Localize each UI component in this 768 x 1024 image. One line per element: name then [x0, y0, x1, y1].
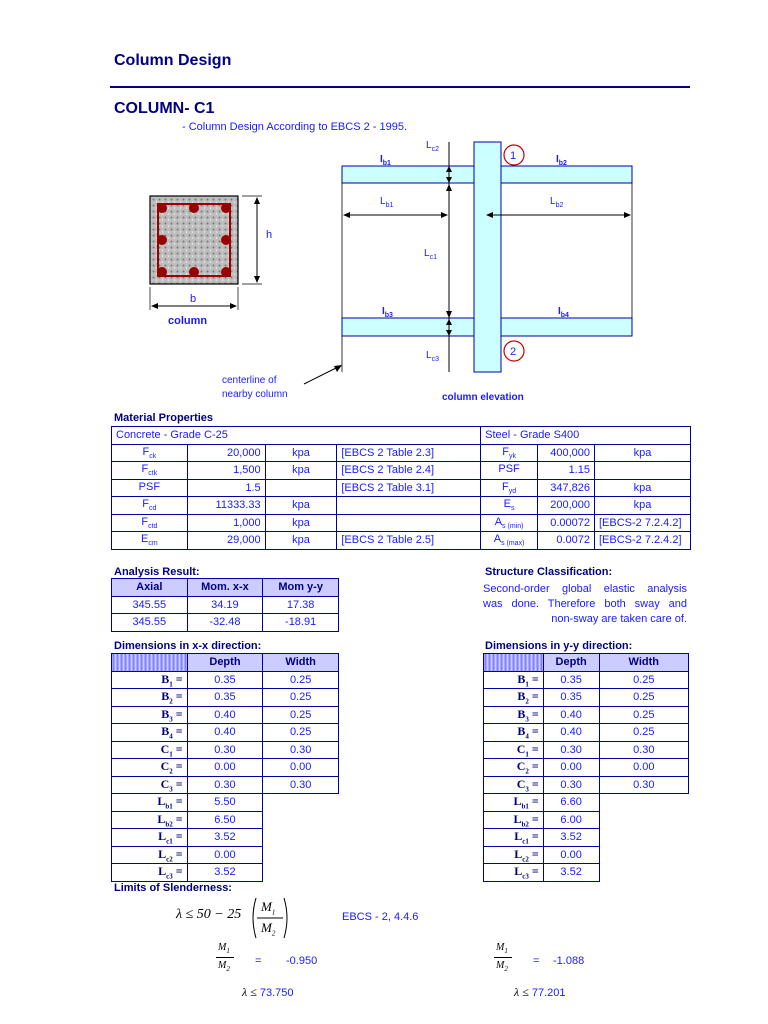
- lc1-label: $L_{c1}$: [424, 248, 437, 261]
- dimension-depth: 0.35: [187, 689, 263, 707]
- ib2-label: $I_{b2}$: [556, 154, 567, 167]
- analysis-cell: 34.19: [187, 596, 263, 614]
- dimension-label: $L_{c1}$ =: [484, 829, 544, 847]
- steel-unit: kpa: [594, 479, 690, 497]
- analysis-cell: -18.91: [263, 614, 339, 632]
- dimension-row: [484, 759, 689, 777]
- dimension-depth: 0.35: [543, 671, 599, 689]
- material-table: [111, 426, 691, 550]
- dimension-depth: 3.52: [187, 829, 263, 847]
- analysis-cell: 345.55: [112, 614, 188, 632]
- structure-text: [483, 582, 687, 627]
- dimension-row: [484, 741, 689, 759]
- dimension-row: [112, 829, 339, 847]
- empty-cell: [263, 846, 339, 864]
- dimension-label: $L_{c2}$ =: [112, 846, 188, 864]
- column-label: column: [168, 315, 208, 327]
- lc2-label: $L_{c2}$: [426, 140, 439, 153]
- dims-y-table: [483, 653, 689, 882]
- ratio-x-equals: =: [255, 955, 262, 967]
- material-row: [112, 532, 691, 550]
- analysis-row: [112, 614, 339, 632]
- dimension-row: [112, 776, 339, 794]
- dimension-width: 0.25: [599, 706, 688, 724]
- dimension-width: 0.25: [599, 671, 688, 689]
- h-label: h: [266, 229, 273, 241]
- lambda-y: λ ≤ 77.201: [514, 985, 566, 999]
- analysis-table: [111, 578, 339, 632]
- lambda-x-value: 73.750: [259, 987, 294, 999]
- dimension-width: 0.00: [599, 759, 688, 777]
- dimension-label: $C_2$ =: [112, 759, 188, 777]
- dimension-label: $B_1$ =: [112, 671, 188, 689]
- concrete-symbol: $F_{ctd}$: [112, 514, 188, 532]
- dims-y-corner: [484, 654, 544, 672]
- steel-unit: kpa: [594, 444, 690, 462]
- dimension-label: $C_3$ =: [484, 776, 544, 794]
- dimension-row: [112, 864, 339, 882]
- analysis-header-axial: Axial: [112, 579, 188, 597]
- dimension-row: [484, 864, 689, 882]
- analysis-header-mom-xx: Mom. x-x: [187, 579, 263, 597]
- dimension-width: 0.00: [263, 759, 339, 777]
- structure-line-1: Second-order global elastic analysis: [483, 583, 687, 595]
- dimension-row: [484, 724, 689, 742]
- concrete-symbol: $F_{ctk}$: [112, 462, 188, 480]
- dimension-row: [484, 689, 689, 707]
- rebar: [189, 203, 199, 213]
- dimension-row: [112, 689, 339, 707]
- dimension-label: $L_{b2}$ =: [112, 811, 188, 829]
- dimension-label: $L_{c2}$ =: [484, 846, 544, 864]
- steel-unit: [594, 462, 690, 480]
- dimension-width: 0.25: [263, 689, 339, 707]
- node-2-label: 2: [510, 346, 517, 358]
- dims-x-table: [111, 653, 339, 882]
- slenderness-reference: EBCS - 2, 4.4.6: [342, 911, 419, 923]
- concrete-grade: Concrete - Grade C-25: [112, 427, 481, 445]
- material-heading: Material Properties: [114, 412, 214, 424]
- dimension-width: 0.30: [599, 776, 688, 794]
- dimension-depth: 0.00: [187, 759, 263, 777]
- lambda-y-value: 77.201: [531, 987, 566, 999]
- slenderness-heading: Limits of Slenderness:: [114, 882, 232, 894]
- dimension-label: $L_{c3}$ =: [112, 864, 188, 882]
- analysis-cell: -32.48: [187, 614, 263, 632]
- dimension-depth: 3.52: [187, 864, 263, 882]
- dimension-depth: 0.40: [543, 724, 599, 742]
- lb1-label: $L_{b1}$: [380, 196, 394, 209]
- concrete-unit: kpa: [265, 444, 337, 462]
- analysis-cell: 345.55: [112, 596, 188, 614]
- concrete-reference: [EBCS 2 Table 2.5]: [337, 532, 481, 550]
- column-elevation-diagram: [218, 136, 658, 408]
- dimension-label: $L_{b1}$ =: [112, 794, 188, 812]
- dimension-width: 0.30: [263, 741, 339, 759]
- centerline-label-2: nearby column: [222, 389, 288, 400]
- dimension-depth: 0.00: [543, 846, 599, 864]
- empty-cell: [599, 846, 688, 864]
- concrete-unit: kpa: [265, 532, 337, 550]
- node-1-label: 1: [510, 150, 517, 162]
- dimension-label: $B_4$ =: [484, 724, 544, 742]
- concrete-unit: [265, 479, 337, 497]
- formula-m2: $M_2$: [261, 920, 276, 938]
- dimension-row: [484, 829, 689, 847]
- rebar: [157, 235, 167, 245]
- dimension-row: [112, 671, 339, 689]
- steel-symbol: $F_{yk}$: [481, 444, 538, 462]
- dimension-depth: 6.00: [543, 811, 599, 829]
- centerline-label-1: centerline of: [222, 375, 277, 386]
- concrete-reference: [337, 514, 481, 532]
- lambda-x: λ ≤ 73.750: [242, 985, 294, 999]
- structure-line-3: non-sway are taken care of.: [551, 613, 687, 625]
- dimension-depth: 0.30: [187, 741, 263, 759]
- dimension-depth: 0.40: [187, 724, 263, 742]
- ratio-x-value: -0.950: [286, 955, 318, 967]
- concrete-reference: [EBCS 2 Table 2.3]: [337, 444, 481, 462]
- concrete-unit: kpa: [265, 497, 337, 515]
- concrete-value: 1.5: [187, 479, 265, 497]
- empty-cell: [599, 864, 688, 882]
- dimension-depth: 0.40: [543, 706, 599, 724]
- dimension-depth: 3.52: [543, 829, 599, 847]
- steel-symbol: $A_{s (min)}$: [481, 514, 538, 532]
- material-row: [112, 497, 691, 515]
- elevation-label: column elevation: [442, 392, 524, 403]
- analysis-heading: Analysis Result:: [114, 566, 200, 578]
- ratio-y-value: -1.088: [553, 955, 585, 967]
- formula-m1: $M_1$: [261, 899, 276, 917]
- material-row: [112, 514, 691, 532]
- dimension-depth: 0.35: [543, 689, 599, 707]
- dimension-row: [484, 846, 689, 864]
- dimension-row: [112, 759, 339, 777]
- dims-x-heading: Dimensions in x-x direction:: [114, 640, 262, 652]
- dimension-label: $C_1$ =: [484, 741, 544, 759]
- concrete-value: 1,500: [187, 462, 265, 480]
- dimension-label: $C_1$ =: [112, 741, 188, 759]
- dimension-row: [112, 741, 339, 759]
- dimension-width: 0.25: [263, 724, 339, 742]
- dimension-row: [112, 724, 339, 742]
- dimension-row: [112, 706, 339, 724]
- steel-value: 0.0072: [538, 532, 595, 550]
- rebar: [189, 267, 199, 277]
- dims-y-header-depth: Depth: [543, 654, 599, 672]
- concrete-symbol: $F_{ck}$: [112, 444, 188, 462]
- dimension-width: 0.30: [599, 741, 688, 759]
- steel-symbol: $A_{s (max)}$: [481, 532, 538, 550]
- steel-value: 1.15: [538, 462, 595, 480]
- empty-cell: [263, 864, 339, 882]
- dimension-depth: 0.30: [543, 776, 599, 794]
- dimension-depth: 0.00: [543, 759, 599, 777]
- material-row: [112, 479, 691, 497]
- dimension-row: [112, 811, 339, 829]
- lc3-label: $L_{c3}$: [426, 350, 439, 363]
- steel-unit: kpa: [594, 497, 690, 515]
- concrete-symbol: PSF: [112, 479, 188, 497]
- concrete-unit: kpa: [265, 462, 337, 480]
- subtitle: - Column Design According to EBCS 2 - 1995.: [182, 121, 408, 133]
- structure-line-2: was done. Therefore both sway and: [483, 598, 687, 610]
- dimension-depth: 0.30: [543, 741, 599, 759]
- dimension-depth: 0.35: [187, 671, 263, 689]
- dimension-label: $L_{b1}$ =: [484, 794, 544, 812]
- concrete-value: 1,000: [187, 514, 265, 532]
- dimension-row: [484, 706, 689, 724]
- steel-unit: [EBCS-2 7.2.4.2]: [594, 532, 690, 550]
- ib4-label: $I_{b4}$: [558, 306, 569, 319]
- dimension-label: $L_{c1}$ =: [112, 829, 188, 847]
- dimension-label: $B_2$ =: [484, 689, 544, 707]
- concrete-value: 29,000: [187, 532, 265, 550]
- dimension-label: $L_{c3}$ =: [484, 864, 544, 882]
- empty-cell: [599, 811, 688, 829]
- dims-x-header-width: Width: [263, 654, 339, 672]
- ratio-x-fraction: $M_1$ $M_2$: [216, 942, 232, 978]
- dimension-label: $B_1$ =: [484, 671, 544, 689]
- dims-y-heading: Dimensions in y-y direction:: [485, 640, 633, 652]
- dimension-depth: 0.00: [187, 846, 263, 864]
- empty-cell: [263, 829, 339, 847]
- dimension-row: [484, 811, 689, 829]
- formula-lambda: λ ≤ 50 − 25: [176, 907, 242, 922]
- concrete-value: 20,000: [187, 444, 265, 462]
- title-divider: [110, 86, 690, 88]
- dimension-width: 0.25: [263, 671, 339, 689]
- dimension-width: 0.25: [599, 689, 688, 707]
- b-label: b: [190, 293, 197, 305]
- rebar: [157, 267, 167, 277]
- rebar: [157, 203, 167, 213]
- steel-value: 200,000: [538, 497, 595, 515]
- empty-cell: [599, 794, 688, 812]
- slenderness-formula: [176, 907, 241, 923]
- dimension-row: [484, 794, 689, 812]
- steel-value: 347,826: [538, 479, 595, 497]
- concrete-reference: [EBCS 2 Table 2.4]: [337, 462, 481, 480]
- dimension-row: [484, 776, 689, 794]
- concrete-unit: kpa: [265, 514, 337, 532]
- dimension-label: $L_{b2}$ =: [484, 811, 544, 829]
- dimension-label: $B_3$ =: [112, 706, 188, 724]
- dimension-row: [112, 794, 339, 812]
- analysis-row: [112, 596, 339, 614]
- dimension-label: $C_3$ =: [112, 776, 188, 794]
- dimension-width: 0.25: [599, 724, 688, 742]
- ib1-label: $I_{b1}$: [380, 154, 391, 167]
- material-row: [112, 462, 691, 480]
- empty-cell: [263, 794, 339, 812]
- dimension-width: 0.30: [263, 776, 339, 794]
- dimension-label: $B_3$ =: [484, 706, 544, 724]
- concrete-symbol: $E_{cm}$: [112, 532, 188, 550]
- structure-heading: Structure Classification:: [485, 566, 613, 578]
- material-header-row: [112, 427, 691, 445]
- steel-value: 400,000: [538, 444, 595, 462]
- ratio-y-equals: =: [533, 955, 540, 967]
- steel-symbol: PSF: [481, 462, 538, 480]
- column-title: COLUMN- C1: [114, 100, 215, 117]
- dimension-depth: 5.50: [187, 794, 263, 812]
- dims-x-corner: [112, 654, 188, 672]
- dimension-row: [484, 671, 689, 689]
- steel-grade: Steel - Grade S400: [481, 427, 691, 445]
- dimension-depth: 6.60: [543, 794, 599, 812]
- dimension-depth: 3.52: [543, 864, 599, 882]
- steel-symbol: $F_{yd}$: [481, 479, 538, 497]
- empty-cell: [263, 811, 339, 829]
- concrete-reference: [EBCS 2 Table 3.1]: [337, 479, 481, 497]
- material-row: [112, 444, 691, 462]
- formula-fraction: [252, 895, 288, 941]
- lb2-label: $L_{b2}$: [550, 196, 564, 209]
- dimension-label: $C_2$ =: [484, 759, 544, 777]
- analysis-cell: 17.38: [263, 596, 339, 614]
- concrete-symbol: $F_{cd}$: [112, 497, 188, 515]
- concrete-value: 11333.33: [187, 497, 265, 515]
- dimension-label: $B_4$ =: [112, 724, 188, 742]
- steel-value: 0.00072: [538, 514, 595, 532]
- dimension-depth: 0.30: [187, 776, 263, 794]
- dimension-row: [112, 846, 339, 864]
- ib3-label: $I_{b3}$: [382, 306, 393, 319]
- empty-cell: [599, 829, 688, 847]
- steel-unit: [EBCS-2 7.2.4.2]: [594, 514, 690, 532]
- concrete-reference: [337, 497, 481, 515]
- steel-symbol: $E_s$: [481, 497, 538, 515]
- dimension-label: $B_2$ =: [112, 689, 188, 707]
- page-title: Column Design: [114, 52, 232, 69]
- dims-x-header-depth: Depth: [187, 654, 263, 672]
- dimension-depth: 6.50: [187, 811, 263, 829]
- dimension-depth: 0.40: [187, 706, 263, 724]
- ratio-y-fraction: $M_1$ $M_2$: [494, 942, 510, 978]
- analysis-header-mom-yy: Mom y-y: [263, 579, 339, 597]
- dimension-width: 0.25: [263, 706, 339, 724]
- dims-y-header-width: Width: [599, 654, 688, 672]
